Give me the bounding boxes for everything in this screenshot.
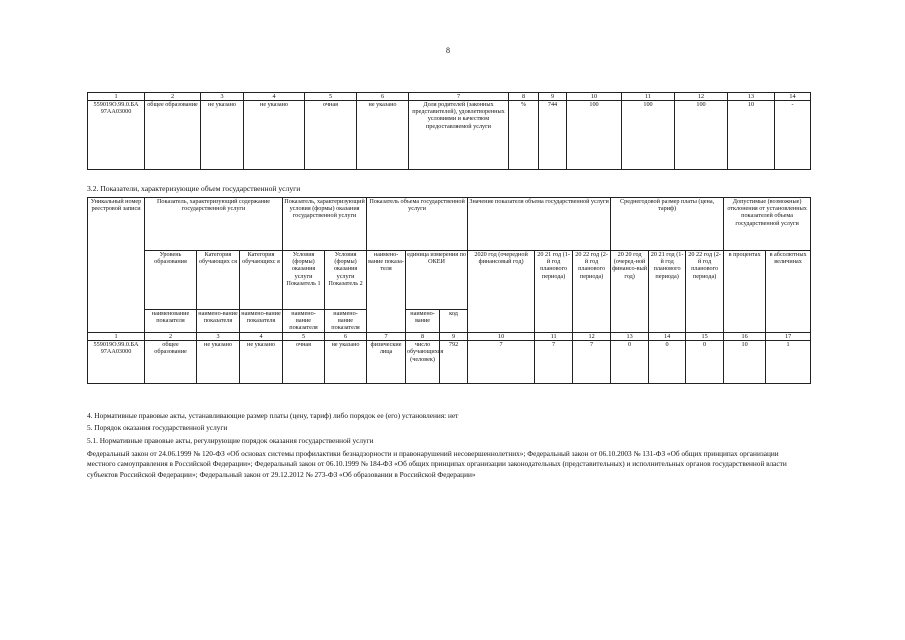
table-cell: общее образование: [145, 341, 197, 384]
header-category-1: Категория обучающих ся: [197, 251, 240, 310]
header-annual-fee: Среднегодовой размер платы (цена, тариф): [611, 198, 724, 251]
table-cell: физические лица: [367, 341, 406, 384]
table-cell: 7: [468, 341, 535, 384]
col-number: 11: [622, 93, 675, 101]
table-cell: не указано: [325, 341, 367, 384]
col-number: 11: [535, 333, 573, 341]
col-number: 17: [766, 333, 811, 341]
header-unit-name: наимено-вание: [406, 310, 440, 333]
col-number: 8: [509, 93, 539, 101]
table-cell: 100: [675, 101, 728, 170]
col-number: 1: [88, 93, 145, 101]
header-allowed-deviation: Допустимые (возможные) отклонения от установленных показателей объема государственной услуги: [724, 198, 811, 251]
table-cell: 559019О.99.0.БА 97АА03000: [88, 101, 145, 170]
table-row: [88, 101, 811, 170]
quality-indicators-table: [87, 92, 811, 170]
header-indicator-name-4: наимено-вание показателя: [283, 310, 325, 333]
table-cell: не указано: [197, 341, 240, 384]
section-4-text: 4. Нормативные правовые акты, устанавливающие размер платы (цену, тариф) либо порядок ее (его) установления: нет: [87, 411, 459, 420]
header-year-2020: 2020 год (очередной финансовый год): [468, 251, 535, 333]
col-number: 5: [283, 333, 325, 341]
col-number: 7: [409, 93, 509, 101]
col-number: 15: [686, 333, 724, 341]
table-cell: 0: [649, 341, 686, 384]
table-cell: 559019О.99.0.БА 97АА03000: [88, 341, 145, 384]
section-3-2-title: 3.2. Показатели, характеризующие объем государственной услуги: [87, 184, 301, 193]
header-percent: в процентах: [724, 251, 766, 333]
header-volume-value: Значение показателя объема государственной услуги: [468, 198, 611, 251]
table2-header-row-1: [88, 198, 811, 251]
table-cell: 7: [573, 341, 611, 384]
table-cell: 10: [728, 101, 775, 170]
col-number: 3: [201, 93, 244, 101]
table-cell: -: [775, 101, 811, 170]
col-number: 5: [305, 93, 357, 101]
col-number: 12: [675, 93, 728, 101]
header-conditions-indicator: Показатель, характеризующий условия (формы) оказания государственной услуги: [283, 198, 367, 251]
table-cell: 10: [724, 341, 766, 384]
header-indicator-name: наимено-вание показа-теля: [367, 251, 406, 333]
table-cell: общее образование: [145, 101, 201, 170]
col-number: 6: [325, 333, 367, 341]
col-number: 10: [468, 333, 535, 341]
header-content-indicator: Показатель, характеризующий содержание государственной услуги: [145, 198, 283, 251]
header-indicator-name-2: наимено-вание показателя: [197, 310, 240, 333]
col-number: 2: [145, 333, 197, 341]
header-unit: единица измерения по ОКЕИ: [406, 251, 468, 310]
table-cell: 7: [535, 341, 573, 384]
table2-header-row-2: [88, 251, 811, 310]
header-indicator-name-1: наименование показателя: [145, 310, 197, 333]
table-cell: 0: [686, 341, 724, 384]
col-number: 13: [728, 93, 775, 101]
header-fee-2020: 20 20 год (очеред-ной финансо-вый год): [611, 251, 649, 333]
header-fee-2021: 20 21 год (1-й год планового периода): [649, 251, 686, 333]
table-cell: не указано: [244, 101, 305, 170]
header-indicator-name-5: наимено-вание показателя: [325, 310, 367, 333]
table-row: [88, 341, 811, 384]
col-number: 12: [573, 333, 611, 341]
header-unit-code: код: [440, 310, 468, 333]
header-fee-2022: 20 22 год (2-й год планового периода): [686, 251, 724, 333]
col-number: 9: [440, 333, 468, 341]
table-cell: не указано: [240, 341, 283, 384]
col-number: 14: [775, 93, 811, 101]
table-cell: число обучающихся (человек): [406, 341, 440, 384]
col-number: 16: [724, 333, 766, 341]
header-indicator-name-3: наимено-вание показателя: [240, 310, 283, 333]
table-cell: 792: [440, 341, 468, 384]
header-year-2022: 20 22 год (2-й год планового периода): [573, 251, 611, 333]
col-number: 2: [145, 93, 201, 101]
table-cell: очная: [283, 341, 325, 384]
col-number: 1: [88, 333, 145, 341]
col-number: 14: [649, 333, 686, 341]
header-education-level: Уровень образования: [145, 251, 197, 310]
table-cell: очная: [305, 101, 357, 170]
header-volume-indicator: Показатель объема государственной услуги: [367, 198, 468, 251]
table-cell: 0: [611, 341, 649, 384]
header-unique-number: Уникальный номер реестровой записи: [88, 198, 145, 333]
header-absolute: в абсолютных величинах: [766, 251, 811, 333]
section-5-text: 5. Порядок оказания государственной услуги: [87, 423, 228, 432]
col-number: 7: [367, 333, 406, 341]
table-cell: %: [509, 101, 539, 170]
col-number: 4: [244, 93, 305, 101]
col-number: 10: [567, 93, 622, 101]
page-number: 8: [446, 46, 450, 55]
table2-number-row: [88, 333, 811, 341]
laws-paragraph: Федеральный закон от 24.06.1999 № 120-ФЗ «Об основах системы профилактики безнадзорности и правонарушений несовершеннолетних»; Федеральный закон от 06.10.2003 № 131-ФЗ «Об общих принципах организации местного самоуправления в Российской Федерации»; Федеральный закон от 06.10.1999 № 184-ФЗ «Об общих принципах организации законодательных (представительных) и исполнительных органов государственной власти субъектов Российской Федерации»; Федеральный закон от 29.12.2012 № 273-ФЗ «Об образовании в Российской Федерации»: [87, 449, 787, 479]
col-number: 4: [240, 333, 283, 341]
col-number: 8: [406, 333, 440, 341]
table1-header-row: [88, 93, 811, 101]
table-cell: 100: [622, 101, 675, 170]
header-category-2: Категория обучающихс я: [240, 251, 283, 310]
table-cell: 744: [539, 101, 567, 170]
table-cell: не указано: [201, 101, 244, 170]
table-cell: 100: [567, 101, 622, 170]
volume-indicators-table: [87, 197, 811, 384]
col-number: 9: [539, 93, 567, 101]
col-number: 6: [357, 93, 409, 101]
col-number: 3: [197, 333, 240, 341]
table-cell: не указано: [357, 101, 409, 170]
table-cell: 1: [766, 341, 811, 384]
section-5-1-text: 5.1. Нормативные правовые акты, регулирующие порядок оказания государственной услуги: [87, 436, 374, 445]
header-condition-2: Условия (формы) оказания услуги Показатель 2: [325, 251, 367, 310]
header-condition-1: Условия (формы) оказания услуги Показатель 1: [283, 251, 325, 310]
header-year-2021: 20 21 год (1-й год планового периода): [535, 251, 573, 333]
table-cell: Доля родителей (законных представителей), удовлетворенных условиями и качеством предоставляемой услуги: [409, 101, 509, 170]
col-number: 13: [611, 333, 649, 341]
